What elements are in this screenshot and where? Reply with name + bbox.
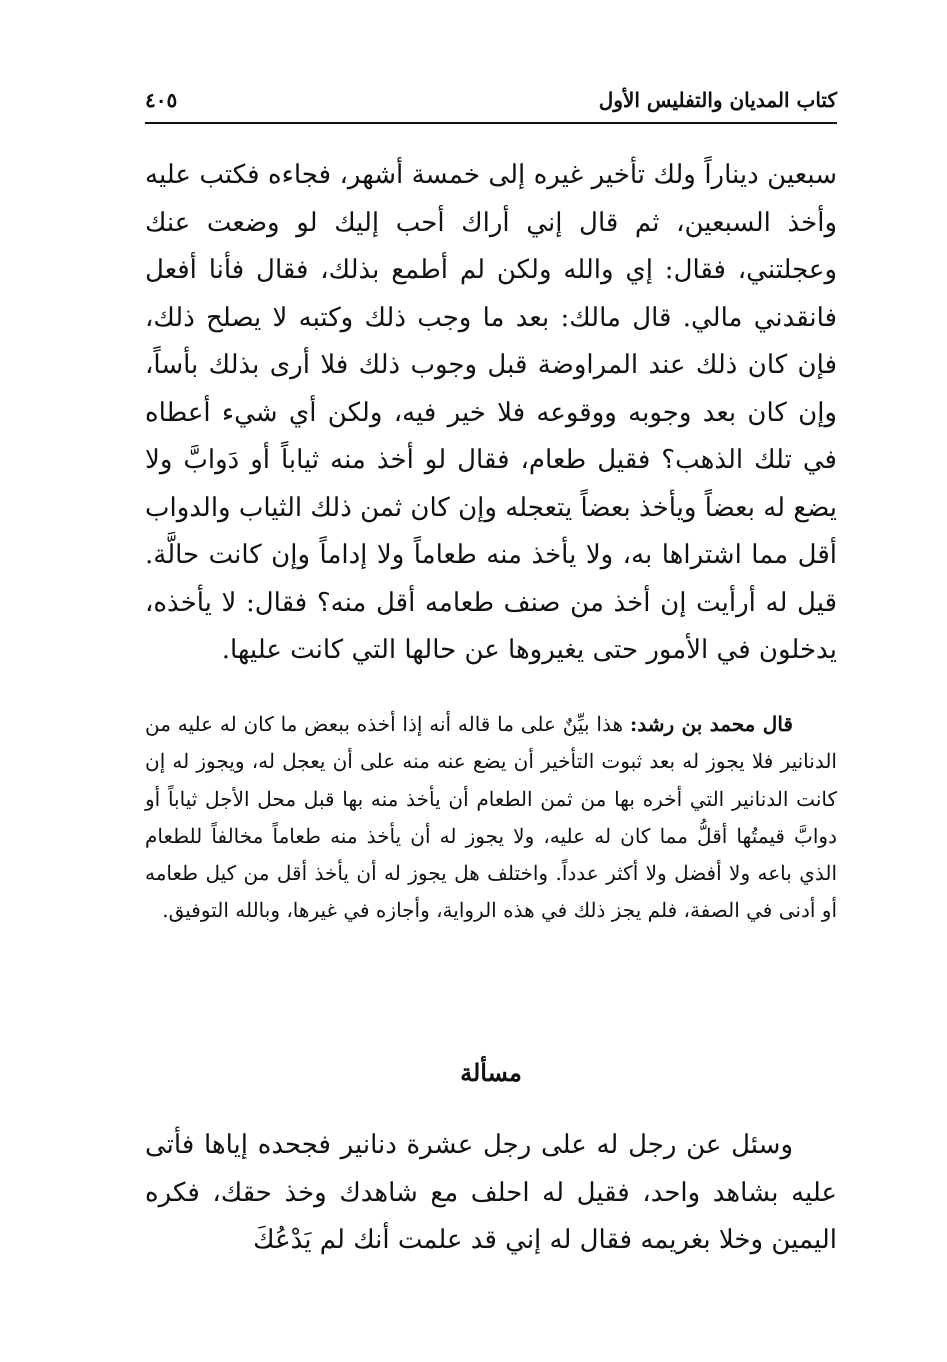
main-text	[145, 152, 837, 675]
page-header	[145, 82, 837, 124]
section-text	[145, 1122, 837, 1265]
section-paragraph: وسئل عن رجل له على رجل عشرة دنانير فجحده إياها فأتى عليه بشاهد واحد، فقيل له احلف مع شاهدك وخذ حقك، فكره اليمين وخلا بغريمه فقال له إني قد علمت أنك لم يَدْعُكَ	[145, 1130, 837, 1255]
running-head: كتاب المديان والتفليس الأول	[598, 88, 837, 112]
commentary-paragraph	[145, 706, 837, 930]
page-number: ٤٠٥	[145, 88, 178, 112]
commentary-speaker: قال محمد بن رشد:	[629, 712, 793, 736]
commentary	[145, 706, 837, 930]
main-paragraph: سبعين ديناراً ولك تأخير غيره إلى خمسة أشهر، فجاءه فكتب عليه وأخذ السبعين، ثم قال إني أراك أحب إليك لو وضعت عنك وعجلتني، فقال: إي والله ولكن لم أطمع بذلك، فقال فأنا أفعل فانقدني مالي. قال مالك: بعد ما وجب ذلك وكتبه لا يصلح ذلك، فإن كان ذلك عند المراوضة قبل وجوب ذلك فلا أرى بذلك بأساً، وإن كان بعد وجوبه ووقوعه فلا خير فيه، ولكن أي شيء أعطاه في تلك الذهب؟ فقيل طعام، فقال لو أخذ منه ثياباً أو دَوابَّ ولا يضع له بعضاً ويأخذ بعضاً يتعجله وإن كان ثمن ذلك الثياب والدواب أقل مما اشتراها به، ولا يأخذ منه طعاماً ولا إداماً وإن كانت حالَّة. قيل له أرأيت إن أخذ من صنف طعامه أقل منه؟ فقال: لا يأخذه، يدخلون في الأمور حتى يغيروها عن حالها التي كانت عليها.	[145, 160, 837, 665]
section-title: مسألة	[460, 1058, 522, 1087]
commentary-text: هذا بيِّنٌ على ما قاله أنه إذا أخذه ببعض ما كان له عليه من الدنانير فلا يجوز له بعد ثبوت التأخير أن يضع عنه منه على أن يعجل له، ويجوز له إن كانت الدنانير التي أخره بها من ثمن الطعام أن يأخذ منه بها قبل محل الأجل ثياباً أو دوابَّ قيمتُها أقلُّ مما كان له عليه، ولا يجوز له أن يأخذ منه طعاماً مخالفاً للطعام الذي باعه ولا أفضل ولا أكثر عدداً. واختلف هل يجوز له أن يأخذ أقل من كيل طعامه أو أدنى في الصفة، فلم يجز ذلك في هذه الرواية، وأجازه في غيرها، وبالله التوفيق.	[145, 712, 837, 923]
